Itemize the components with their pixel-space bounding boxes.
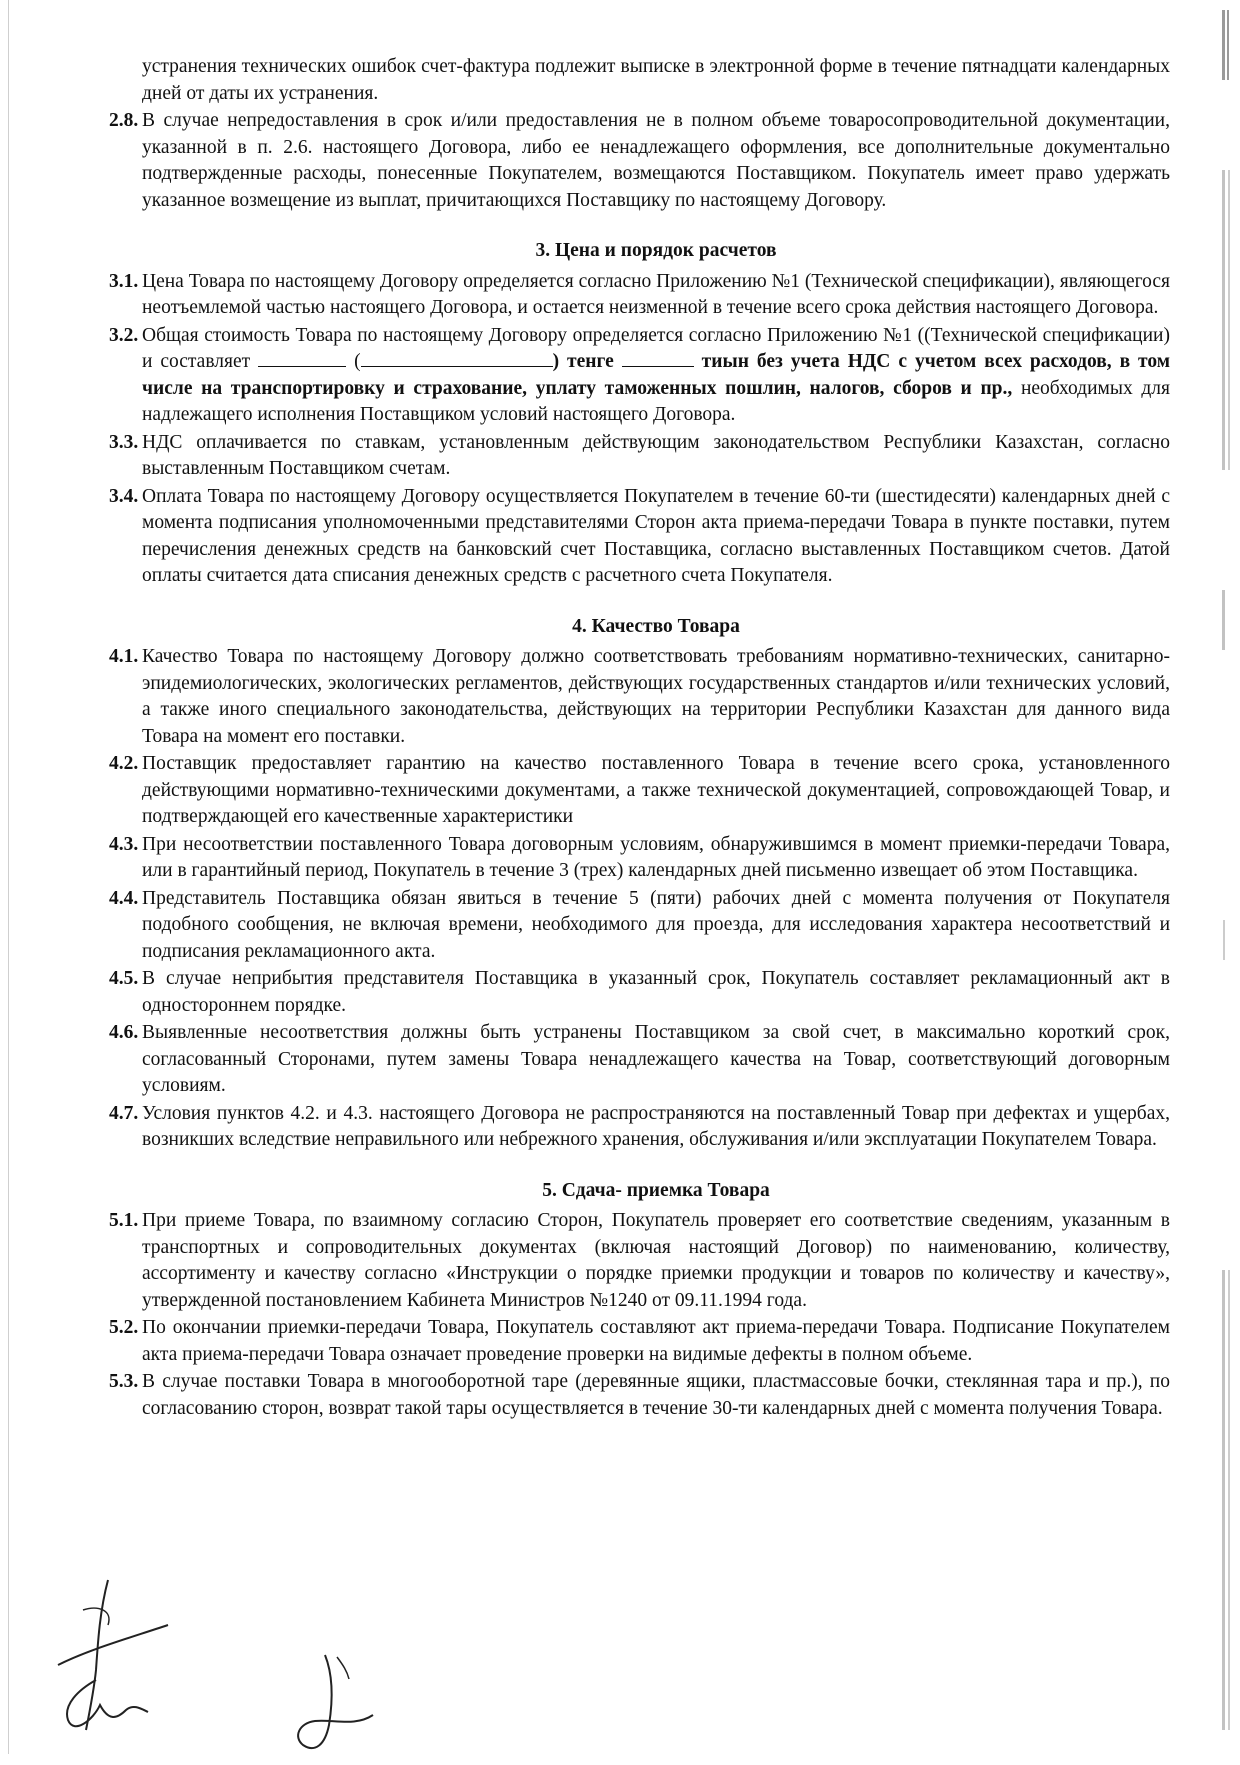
clause-text: Поставщик предоставляет гарантию на качество поставленного Товара в течение всего срока, установленного действующими нормативно-техническими документами, а также технической документацией, сопровождающей Товар, и подтверждающей его качественные характеристики	[142, 753, 1170, 827]
clause-text: В случае неприбытия представителя Поставщика в указанный срок, Покупатель составляет рекламационный акт в одностороннем порядке.	[142, 968, 1170, 1016]
clause-number: 4.4.	[109, 887, 139, 909]
clause-3-2	[109, 323, 1171, 429]
clause-text-part: с учетом всех расходов, в том числе на транспортировку и страхование, уплату таможенных пошлин, налогов, сборов и пр.,	[142, 351, 1171, 399]
clause-number: 4.6.	[109, 1022, 139, 1043]
clause-number: 2.8.	[109, 110, 139, 131]
clause-number: 3.1.	[109, 270, 139, 292]
amount-blank	[258, 349, 346, 367]
clause-5-1	[109, 1208, 1170, 1314]
clause-number: 4.7.	[109, 1102, 139, 1124]
scan-mark	[1228, 170, 1230, 470]
amount-words-blank	[361, 349, 553, 367]
signature-left	[38, 1570, 198, 1740]
tiyn-blank	[622, 349, 694, 367]
clause-4-1	[109, 644, 1170, 750]
continued-paragraph: устранения технических ошибок счет-фактура подлежит выписке в электронной форме в течение пятнадцати календарных дней от даты их устранения.	[142, 56, 1170, 104]
clause-number: 3.4.	[109, 485, 139, 507]
clause-text: Условия пунктов 4.2. и 4.3. настоящего Договора не распространяются на поставленный Товар при дефектах и ущербах, возникших вследствие неправильного или небрежного хранения, обслуживания и/или эксплуатации Покупателем Товара.	[142, 1102, 1170, 1150]
clause-text-part: тиын без учета НДС	[701, 351, 891, 372]
section-3-title: 3. Цена и порядок расчетов	[535, 240, 777, 261]
clause-text: НДС оплачивается по ставкам, установленным действующим законодательством Республики Казахстан, согласно выставленным Поставщиком счетам.	[142, 431, 1170, 479]
clause-text: В случае непредоставления в срок и/или предоставления не в полном объеме товаросопроводительной документации, указанной в п. 2.6. настоящего Договора, либо ее ненадлежащего оформления, все дополнительные документально подтвержденные расходы, понесенные Покупателем, возмещаются Поставщиком. Покупатель имеет право удержать указанное возмещение из выплат, причитающихся Поставщику по настоящему Договору.	[142, 110, 1170, 211]
clause-number: 5.3.	[109, 1371, 139, 1392]
clause-3-4	[109, 484, 1170, 590]
section-5-title: 5. Сдача- приемка Товара	[542, 1179, 770, 1201]
clause-text-part: ) тенге	[552, 351, 614, 372]
clause-4-7	[109, 1101, 1170, 1154]
scan-mark	[1222, 10, 1225, 80]
section-4-title: 4. Качество Товара	[572, 615, 740, 637]
clause-text: Качество Товара по настоящему Договору должно соответствовать требованиям нормативно-технических, санитарно-эпидемиологических, экологических регламентов, действующих государственных стандартов и/или технических условий, а также иного специального законодательства, действующих на территории Республики Казахстан для данного вида Товара на момент его поставки.	[142, 646, 1170, 747]
clause-text: Представитель Поставщика обязан явиться в течение 5 (пяти) рабочих дней с момента получения от Покупателя подобного сообщения, не включая времени, необходимого для проезда, для исследования характера несоответствий и подписания рекламационного акта.	[142, 887, 1170, 962]
clause-number: 5.1.	[109, 1210, 139, 1231]
clause-4-3	[109, 832, 1170, 885]
clause-text-part: необходимых для надлежащего исполнения Поставщиком условий настоящего Договора.	[142, 377, 1171, 425]
clause-text: Оплата Товара по настоящему Договору осуществляется Покупателем в течение 60-ти (шестидесяти) календарных дней с момента подписания уполномоченными представителями Сторон акта приема-передачи Товара в пункте поставки, путем перечисления денежных средств на банковский счет Поставщика, согласно выставленных Поставщиком счетов. Датой оплаты считается дата списания денежных средств с расчетного счета Покупателя.	[142, 485, 1170, 586]
document-page	[109, 54, 1171, 1423]
clause-number: 4.5.	[109, 968, 139, 989]
clause-text-part: Общая стоимость Товара по настоящему Договору определяется согласно Приложению №1 ((Технической спецификации) и составляет	[142, 324, 1170, 372]
clause-text: При приеме Товара, по взаимному согласию Сторон, Покупатель проверяет его соответствие сведениям, указанным в транспортных и сопроводительных документах (включая настоящий Договор) по наименованию, количеству, ассортименту и качеству согласно «Инструкции о порядке приемки продукции и товаров по количеству и качеству», утвержденной постановлением Кабинета Министров №1240 от 09.11.1994 года.	[142, 1210, 1170, 1311]
clause-number: 4.2.	[109, 753, 139, 774]
scan-mark	[1227, 10, 1229, 80]
clause-text-part: (	[354, 351, 361, 372]
clause-number: 5.2.	[109, 1317, 139, 1338]
clause-text: Выявленные несоответствия должны быть устранены Поставщиком за свой счет, в максимально короткий срок, согласованный Сторонами, путем замены Товара ненадлежащего качества на Товар, соответствующий договорным условиям.	[142, 1022, 1170, 1096]
scan-mark	[1222, 590, 1225, 650]
clause-text: В случае поставки Товара в многооборотной таре (деревянные ящики, пластмассовые бочки, стеклянная тара и пр.), по согласованию сторон, возврат такой тары осуществляется в течение 30-ти календарных дней с момента получения Товара.	[142, 1371, 1170, 1419]
clause-4-2	[109, 751, 1170, 831]
clause-4-5	[109, 966, 1170, 1019]
binding-line	[8, 0, 9, 1754]
clause-number: 3.3.	[109, 431, 139, 453]
clause-3-3	[109, 430, 1170, 483]
signature-right	[285, 1645, 395, 1765]
clause-3-1	[109, 269, 1170, 322]
clause-4-6	[109, 1020, 1170, 1100]
clause-5-2	[109, 1315, 1170, 1368]
clause-text: При несоответствии поставленного Товара договорным условиям, обнаружившимся в момент приемки-передачи Товара, или в гарантийный период, Покупатель в течение 3 (трех) календарных дней письменно извещает об этом Поставщика.	[142, 833, 1170, 881]
clause-number: 4.1.	[109, 646, 139, 667]
clause-number: 3.2.	[109, 324, 139, 346]
scan-mark	[1228, 1270, 1230, 1730]
clause-text: Цена Товара по настоящему Договору определяется согласно Приложению №1 (Технической спецификации), являющегося неотъемлемой частью настоящего Договора, и остается неизменной в течение всего срока действия настоящего Договора.	[142, 270, 1170, 318]
scan-edge-marks	[1218, 0, 1240, 1754]
clause-5-3	[109, 1369, 1170, 1422]
scan-mark	[1222, 1270, 1225, 1730]
scan-mark	[1223, 920, 1225, 960]
clause-number: 4.3.	[109, 833, 139, 855]
scan-mark	[1222, 170, 1225, 470]
clause-2-8	[109, 108, 1170, 214]
clause-text: По окончании приемки-передачи Товара, Покупатель составляют акт приема-передачи Товара. Подписание Покупателем акта приема-передачи Товара означает проведение проверки на видимые дефекты в полном объеме.	[142, 1317, 1170, 1365]
clause-4-4	[109, 886, 1170, 966]
